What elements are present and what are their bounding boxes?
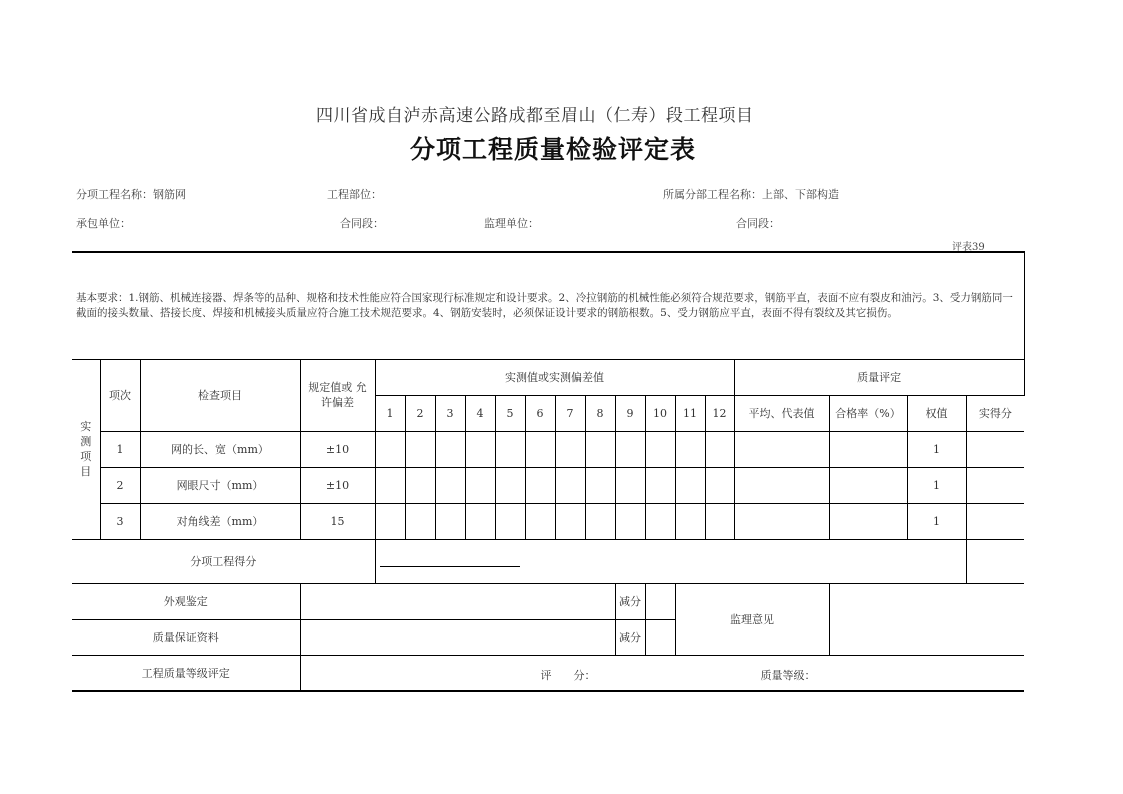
sub-item-name: 分项工程名称：钢筋网	[76, 188, 186, 201]
signature-line	[380, 566, 520, 567]
col-item-no: 项次	[100, 359, 140, 431]
measure-col-8: 8	[585, 395, 615, 431]
col-score: 实得分	[966, 395, 1024, 431]
avg-cell[interactable]	[734, 503, 829, 539]
parent-project: 所属分部工程名称：上部、下部构造	[663, 188, 839, 201]
score-label: 评 分：	[540, 668, 596, 682]
measure-col-2: 2	[405, 395, 435, 431]
measure-cell[interactable]	[525, 431, 555, 467]
measure-cell[interactable]	[405, 467, 435, 503]
row-spec: ±10	[300, 467, 375, 503]
measured-items-side-label: 实 测 项 目	[72, 359, 100, 539]
row-no: 1	[100, 431, 140, 467]
project-subtitle: 四川省成自泸赤高速公路成都至眉山（仁寿）段工程项目	[316, 106, 754, 126]
avg-cell[interactable]	[734, 467, 829, 503]
measure-cell[interactable]	[405, 431, 435, 467]
col-pass-rate: 合格率（%）	[829, 395, 907, 431]
contract-section-1: 合同段：	[340, 217, 384, 230]
measure-cell[interactable]	[435, 431, 465, 467]
measure-cell[interactable]	[675, 431, 705, 467]
measure-cell[interactable]	[675, 503, 705, 539]
avg-cell[interactable]	[734, 431, 829, 467]
col-check-item: 检查项目	[140, 359, 300, 431]
deduct-value-2[interactable]	[645, 619, 675, 655]
grade-label: 工程质量等级评定	[72, 655, 300, 691]
supervisor-opinion-value[interactable]	[829, 583, 1024, 655]
measure-cell[interactable]	[435, 503, 465, 539]
col-weight: 权值	[907, 395, 966, 431]
measure-cell[interactable]	[615, 467, 645, 503]
measure-cell[interactable]	[645, 431, 675, 467]
measure-col-12: 12	[705, 395, 734, 431]
row-weight: 1	[907, 467, 966, 503]
supervisor-unit: 监理单位：	[484, 217, 539, 230]
measure-cell[interactable]	[645, 503, 675, 539]
quality-docs-value[interactable]	[300, 619, 615, 655]
measure-col-7: 7	[555, 395, 585, 431]
grade-value[interactable]	[300, 655, 1024, 691]
measure-col-10: 10	[645, 395, 675, 431]
row-item: 网眼尺寸（mm）	[140, 467, 300, 503]
measure-cell[interactable]	[465, 503, 495, 539]
score-cell[interactable]	[966, 503, 1024, 539]
quality-docs-label: 质量保证资料	[72, 619, 300, 655]
measure-col-4: 4	[465, 395, 495, 431]
inspection-table	[72, 251, 1025, 692]
appearance-label: 外观鉴定	[72, 583, 300, 619]
pass-rate-cell[interactable]	[829, 467, 907, 503]
pass-rate-cell[interactable]	[829, 503, 907, 539]
measure-col-1: 1	[375, 395, 405, 431]
score-cell[interactable]	[966, 431, 1024, 467]
measure-cell[interactable]	[495, 467, 525, 503]
deduct-label-2: 减分	[615, 619, 645, 655]
measure-cell[interactable]	[585, 431, 615, 467]
work-location: 工程部位：	[327, 188, 382, 201]
measure-cell[interactable]	[705, 467, 734, 503]
sub-score-extra[interactable]	[966, 539, 1024, 583]
measure-cell[interactable]	[525, 503, 555, 539]
row-spec: 15	[300, 503, 375, 539]
sub-score-label: 分项工程得分	[72, 539, 375, 583]
measure-cell[interactable]	[705, 431, 734, 467]
col-quality: 质量评定	[734, 359, 1024, 395]
row-weight: 1	[907, 503, 966, 539]
table-row	[72, 431, 1024, 467]
col-avg: 平均、代表值	[734, 395, 829, 431]
measure-cell[interactable]	[495, 503, 525, 539]
col-spec: 规定值或 允许偏差	[300, 359, 375, 431]
measure-cell[interactable]	[555, 431, 585, 467]
contractor: 承包单位：	[76, 217, 131, 230]
table-row	[72, 503, 1024, 539]
measure-cell[interactable]	[585, 467, 615, 503]
measure-col-5: 5	[495, 395, 525, 431]
measure-cell[interactable]	[435, 467, 465, 503]
measure-cell[interactable]	[645, 467, 675, 503]
form-number: 评表39	[952, 242, 985, 253]
deduct-value-1[interactable]	[645, 583, 675, 619]
contract-section-2: 合同段：	[736, 217, 780, 230]
measure-col-6: 6	[525, 395, 555, 431]
measure-cell[interactable]	[585, 503, 615, 539]
measure-col-9: 9	[615, 395, 645, 431]
measure-cell[interactable]	[525, 467, 555, 503]
score-cell[interactable]	[966, 467, 1024, 503]
row-spec: ±10	[300, 431, 375, 467]
measure-cell[interactable]	[375, 431, 405, 467]
sub-score-value[interactable]	[375, 539, 966, 583]
appearance-value[interactable]	[300, 583, 615, 619]
row-item: 对角线差（mm）	[140, 503, 300, 539]
row-weight: 1	[907, 431, 966, 467]
form-title: 分项工程质量检验评定表	[410, 135, 697, 164]
measure-cell[interactable]	[675, 467, 705, 503]
measure-col-11: 11	[675, 395, 705, 431]
measure-cell[interactable]	[465, 467, 495, 503]
measure-cell[interactable]	[495, 431, 525, 467]
supervisor-opinion-label: 监理意见	[675, 583, 829, 655]
measure-cell[interactable]	[615, 503, 645, 539]
measure-cell[interactable]	[375, 467, 405, 503]
row-item: 网的长、宽（mm）	[140, 431, 300, 467]
measure-col-3: 3	[435, 395, 465, 431]
measure-cell[interactable]	[465, 431, 495, 467]
measure-cell[interactable]	[555, 467, 585, 503]
row-no: 3	[100, 503, 140, 539]
measure-cell[interactable]	[555, 503, 585, 539]
pass-rate-cell[interactable]	[829, 431, 907, 467]
measure-cell[interactable]	[615, 431, 645, 467]
basic-requirements: 基本要求：1.钢筋、机械连接器、焊条等的品种、规格和技术性能应符合国家现行标准规定和设计要求。2、冷拉钢筋的机械性能必须符合规范要求，钢筋平直，表面不应有裂皮和油污。3、受力钢筋同一截面的接头数量、搭接长度、焊接和机械接头质量应符合施工技术规范要求。4、钢筋安装时，必须保证设计要求的钢筋根数。5、受力钢筋应平直，表面不得有裂纹及其它损伤。	[72, 252, 1024, 359]
measure-cell[interactable]	[375, 503, 405, 539]
deduct-label-1: 减分	[615, 583, 645, 619]
table-row	[72, 467, 1024, 503]
level-label: 质量等级：	[760, 668, 816, 682]
measure-cell[interactable]	[705, 503, 734, 539]
measure-cell[interactable]	[405, 503, 435, 539]
col-measured: 实测值或实测偏差值	[375, 359, 734, 395]
row-no: 2	[100, 467, 140, 503]
